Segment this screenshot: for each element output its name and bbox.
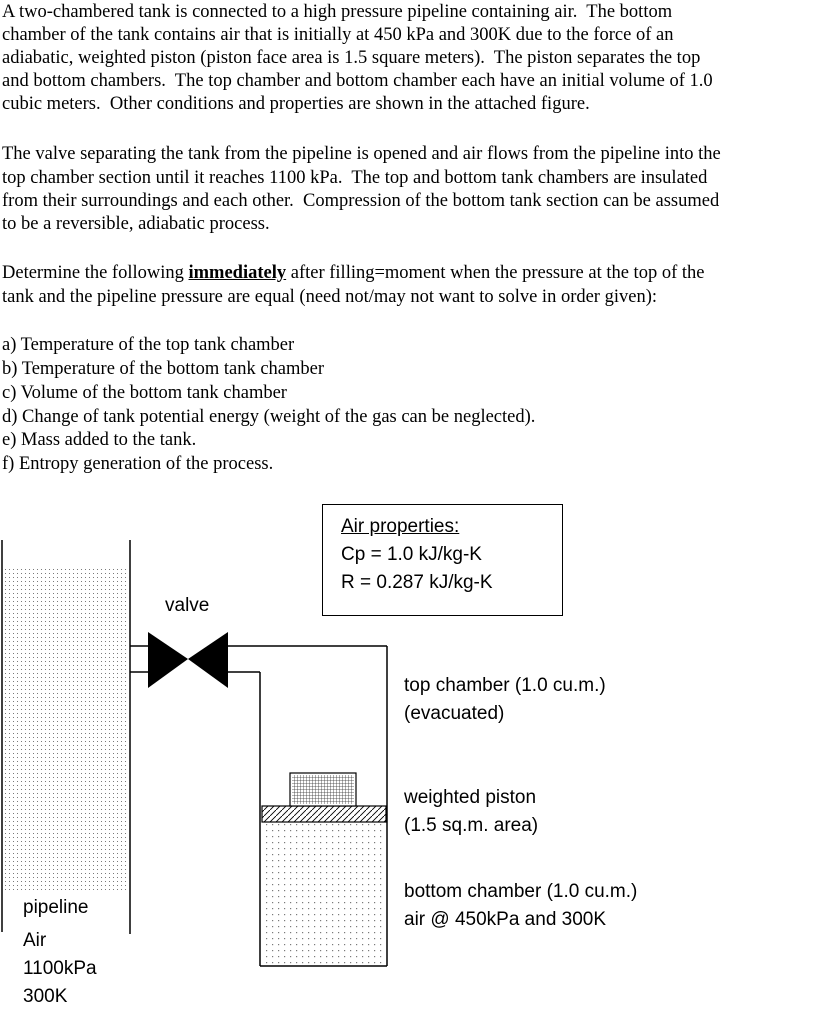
- text-line: and bottom chambers. The top chamber and bottom chamber each have an initial volume of 1.0: [2, 71, 713, 91]
- question-item: e) Mass added to the tank.: [2, 430, 197, 450]
- text-prefix: Determine the following: [2, 263, 189, 283]
- weighted-piston: [262, 773, 386, 822]
- text-line: A two-chambered tank is connected to a high pressure pipeline containing air. The bottom: [2, 2, 673, 22]
- valve-icon: [148, 632, 228, 688]
- text-line: top chamber section until it reaches 1100 kPa. The top and bottom tank chambers are insulated: [2, 168, 708, 188]
- pipeline-label: pipeline: [23, 897, 89, 918]
- pipeline-gas: Air: [23, 930, 47, 951]
- top-chamber-label: top chamber (1.0 cu.m.): [404, 675, 606, 696]
- air-properties-title: Air properties:: [341, 516, 460, 537]
- text-line: adiabatic, weighted piston (piston face area is 1.5 square meters). The piston separates the top: [2, 48, 701, 68]
- bottom-chamber-label: bottom chamber (1.0 cu.m.): [404, 881, 638, 902]
- text-suffix: after filling=moment when the pressure at the top of the: [286, 263, 705, 283]
- text-line: cubic meters. Other conditions and properties are shown in the attached figure.: [2, 94, 590, 114]
- top-chamber-state: (evacuated): [404, 703, 505, 724]
- emphasis-immediately: immediately: [188, 263, 287, 283]
- question-item: b) Temperature of the bottom tank chamber: [2, 359, 324, 379]
- question-item: f) Entropy generation of the process.: [2, 454, 274, 474]
- text-line: to be a reversible, adiabatic process.: [2, 214, 270, 234]
- cp-label: Cp = 1.0 kJ/kg-K: [341, 544, 482, 565]
- bottom-chamber-air: [262, 822, 385, 964]
- pipeline-pressure: 1100kPa: [23, 958, 97, 979]
- piston-label: weighted piston: [404, 787, 537, 808]
- valve-label: valve: [165, 595, 210, 616]
- piston-area: (1.5 sq.m. area): [404, 815, 539, 836]
- pipeline-temperature: 300K: [23, 986, 68, 1007]
- text-line: The valve separating the tank from the pipeline is opened and air flows from the pipeline into the: [2, 144, 721, 164]
- r-label: R = 0.287 kJ/kg-K: [341, 572, 493, 593]
- question-item: a) Temperature of the top tank chamber: [2, 335, 295, 355]
- pipeline: [2, 540, 130, 934]
- bottom-chamber-state: air @ 450kPa and 300K: [404, 909, 607, 930]
- question-item: d) Change of tank potential energy (weight of the gas can be neglected).: [2, 407, 536, 427]
- text-line: tank and the pipeline pressure are equal (need not/may not want to solve in order given):: [2, 287, 657, 307]
- text-line: chamber of the tank contains air that is initially at 450 kPa and 300K due to the force of an: [2, 25, 674, 45]
- text-line: from their surroundings and each other. Compression of the bottom tank section can be assumed: [2, 191, 720, 211]
- question-item: c) Volume of the bottom tank chamber: [2, 383, 287, 403]
